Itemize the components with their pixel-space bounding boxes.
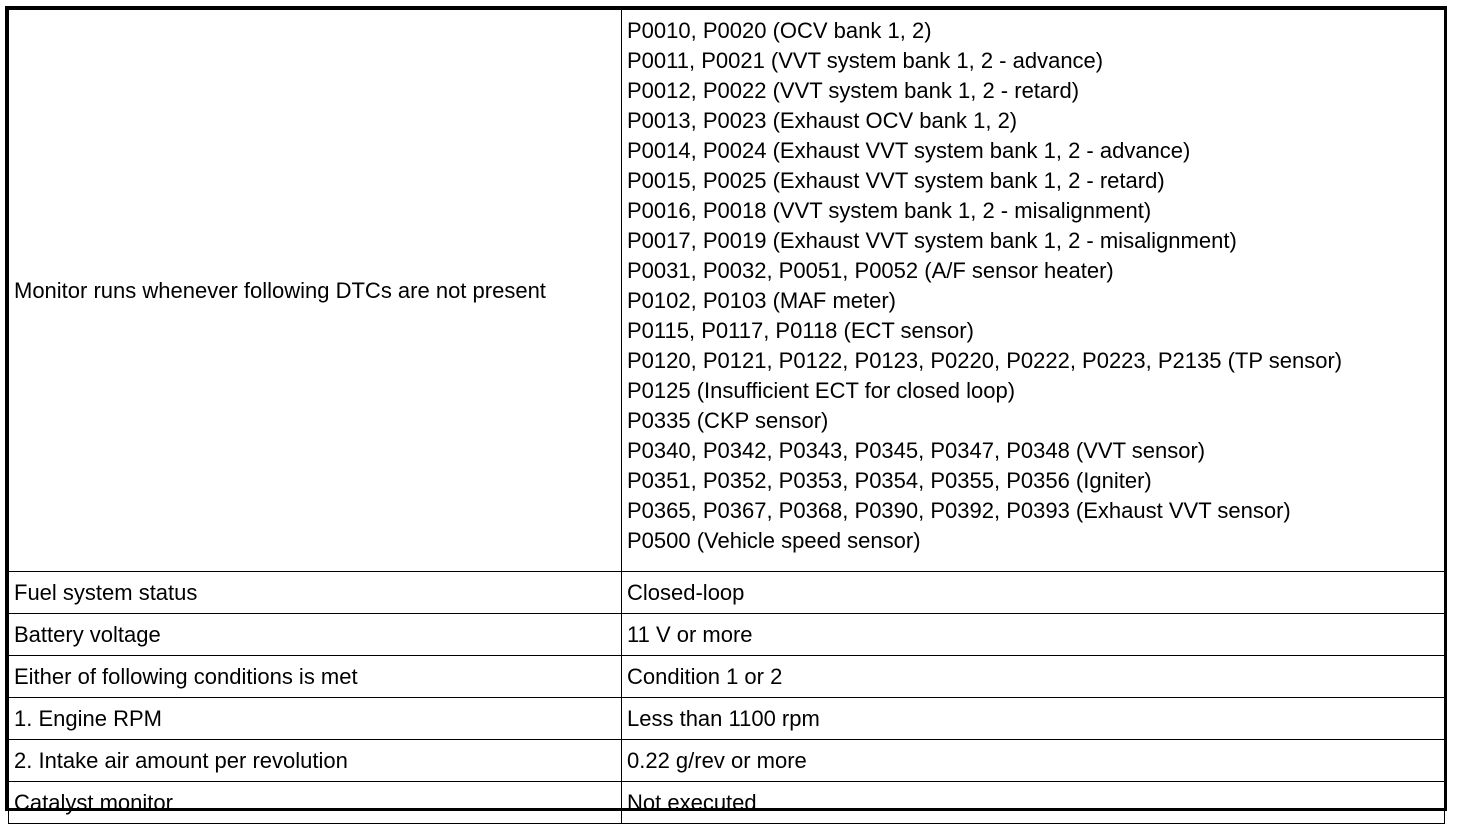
conditions-table — [5, 6, 1447, 815]
dtc-line: P0120, P0121, P0122, P0123, P0220, P0222, P0223, P2135 (TP sensor) — [627, 348, 1343, 373]
row-value: Closed-loop — [622, 572, 1445, 614]
dtc-line: P0351, P0352, P0353, P0354, P0355, P0356 (Igniter) — [627, 468, 1152, 493]
dtc-line: P0016, P0018 (VVT system bank 1, 2 - misalignment) — [627, 198, 1152, 223]
dtc-line: P0013, P0023 (Exhaust OCV bank 1, 2) — [627, 108, 1018, 133]
row-value: Not executed — [622, 782, 1445, 824]
dtc-line: P0015, P0025 (Exhaust VVT system bank 1, 2 - retard) — [627, 168, 1165, 193]
table-row — [9, 656, 1445, 698]
dtc-line: P0125 (Insufficient ECT for closed loop) — [627, 378, 1016, 403]
row-label: Monitor runs whenever following DTCs are not present — [9, 10, 622, 572]
row-label: 1. Engine RPM — [9, 698, 622, 740]
row-label: Either of following conditions is met — [9, 656, 622, 698]
row-label: Battery voltage — [9, 614, 622, 656]
dtc-list-cell — [622, 10, 1445, 572]
table-row — [9, 740, 1445, 782]
dtc-line: P0031, P0032, P0051, P0052 (A/F sensor heater) — [627, 258, 1114, 283]
row-value: 0.22 g/rev or more — [622, 740, 1445, 782]
dtc-line: P0500 (Vehicle speed sensor) — [627, 528, 921, 553]
dtc-line: P0340, P0342, P0343, P0345, P0347, P0348 (VVT sensor) — [627, 438, 1206, 463]
dtc-line: P0012, P0022 (VVT system bank 1, 2 - retard) — [627, 78, 1080, 103]
row-value: Condition 1 or 2 — [622, 656, 1445, 698]
dtc-line: P0335 (CKP sensor) — [627, 408, 829, 433]
table-row — [9, 572, 1445, 614]
dtc-line: P0017, P0019 (Exhaust VVT system bank 1, 2 - misalignment) — [627, 228, 1237, 253]
table-row — [9, 698, 1445, 740]
table-row — [9, 10, 1445, 572]
row-label: 2. Intake air amount per revolution — [9, 740, 622, 782]
row-value: Less than 1100 rpm — [622, 698, 1445, 740]
row-label: Catalyst monitor — [9, 782, 622, 824]
conditions-table-grid — [8, 9, 1445, 824]
row-label: Fuel system status — [9, 572, 622, 614]
dtc-line: P0115, P0117, P0118 (ECT sensor) — [627, 318, 974, 343]
table-row — [9, 782, 1445, 824]
table-row — [9, 614, 1445, 656]
dtc-line: P0010, P0020 (OCV bank 1, 2) — [627, 18, 932, 43]
dtc-line: P0102, P0103 (MAF meter) — [627, 288, 897, 313]
row-value: 11 V or more — [622, 614, 1445, 656]
dtc-line: P0014, P0024 (Exhaust VVT system bank 1, 2 - advance) — [627, 138, 1191, 163]
dtc-line: P0365, P0367, P0368, P0390, P0392, P0393 (Exhaust VVT sensor) — [627, 498, 1291, 523]
dtc-line: P0011, P0021 (VVT system bank 1, 2 - advance) — [627, 48, 1104, 73]
